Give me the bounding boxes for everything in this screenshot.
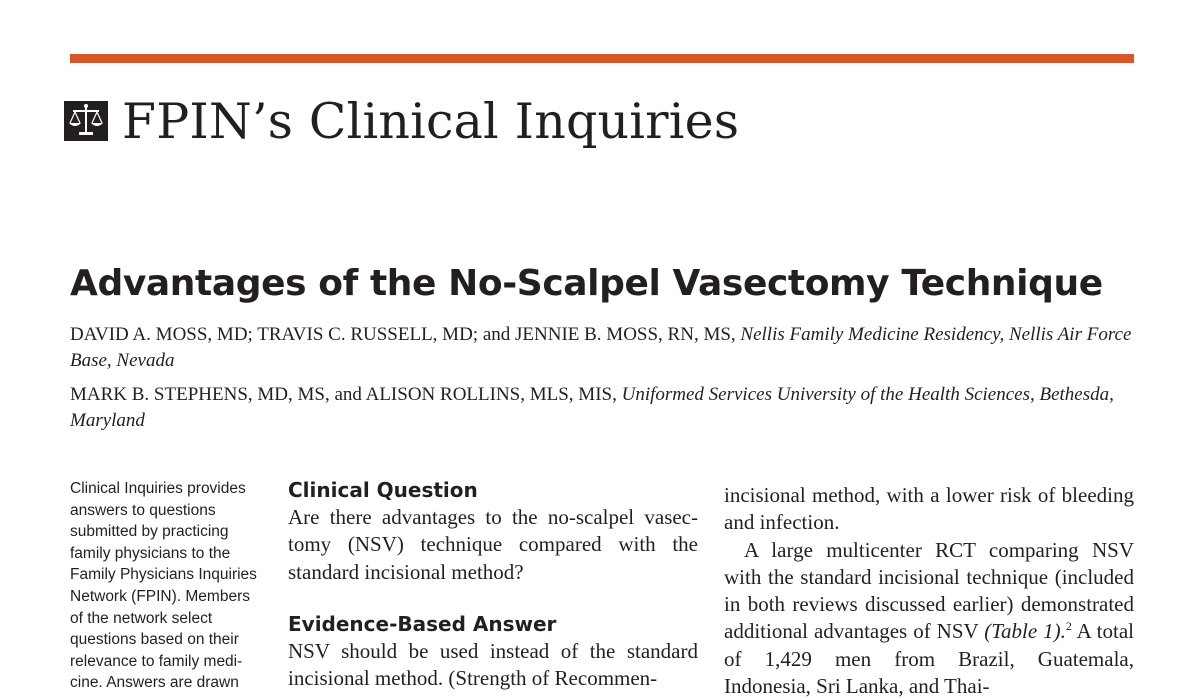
right-paragraph-2 [724, 537, 1134, 700]
citation-number: 2 [1065, 619, 1072, 634]
scales-of-justice-icon [64, 101, 108, 141]
clinical-question-heading: Clinical Question [288, 478, 478, 502]
right-paragraph-2-continuation: A total of 1,429 men from Brazil, Guatemala, Indonesia, Sri Lanka, and Thai- [724, 619, 1134, 699]
right-paragraph-1: incisional method, with a lower risk of bleeding and infection. [724, 483, 1134, 535]
evidence-text: NSV should be used instead of the standard incisional method. (Strength of Recommen- [288, 638, 698, 691]
author-affiliation-1: Nellis Family Medicine Residency, Nellis Air Force Base, Nevada [70, 324, 1132, 371]
author-byline-1 [70, 322, 1134, 374]
table-reference: (Table 1). [984, 619, 1066, 644]
author-affiliation-2: Uniformed Services University of the Health Sciences, Bethesda, Maryland [70, 384, 1114, 431]
author-names-1: DAVID A. MOSS, MD; TRAVIS C. RUSSELL, MD; and JENNIE B. MOSS, RN, MS, [70, 324, 736, 345]
middle-column [288, 476, 698, 692]
journal-masthead [64, 86, 739, 156]
right-paragraph-2-text: A large multicenter RCT comparing NSV with the standard incisional technique (included in both reviews discussed earlier) demonstrated additional advantages of NSV [724, 537, 1134, 644]
right-column [724, 482, 1134, 700]
evidence-heading: Evidence-Based Answer [288, 611, 557, 636]
header-accent-rule [70, 54, 1134, 63]
author-names-2: MARK B. STEPHENS, MD, MS, and ALISON ROLLINS, MLS, MIS, [70, 384, 617, 405]
journal-title: FPIN’s Clinical Inquiries [122, 92, 740, 150]
clinical-question-text: Are there advantages to the no-scalpel vasec- tomy (NSV) technique compared with the standard incisional method? [288, 505, 698, 584]
sidebar-blurb: Clinical Inquiries provides answers to questions submitted by practicing family physicians to the Family Physicians Inquiries Network (FPIN). Members of the network select questions based on their relevance to family medi- cine. Answers are drawn [70, 480, 257, 692]
author-byline-2 [70, 382, 1134, 434]
article-title: Advantages of the No-Scalpel Vasectomy Technique [70, 263, 1103, 304]
